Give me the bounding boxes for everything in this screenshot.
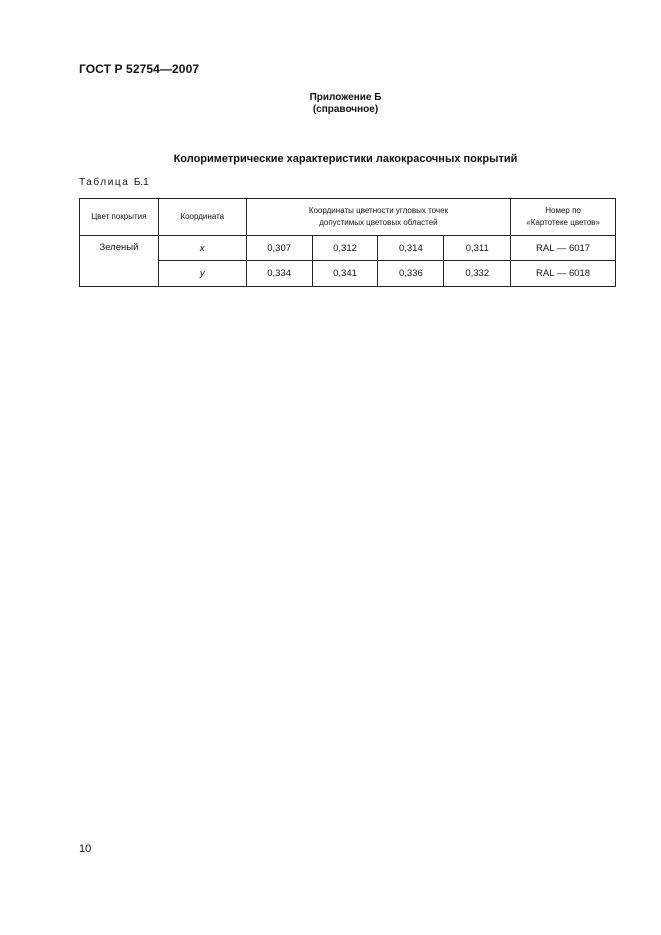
cell-color-name: Зеленый — [80, 236, 159, 287]
appendix-subtitle: (справочное) — [312, 104, 379, 115]
table-row — [80, 261, 616, 287]
cell-ral: RAL — 6018 — [511, 261, 616, 287]
table-label — [79, 177, 149, 188]
cell-value: 0,311 — [444, 236, 511, 261]
cell-value: 0,332 — [444, 261, 511, 287]
colorimetric-table — [79, 198, 616, 287]
header-coordinate: Координата — [158, 199, 246, 236]
header-chromaticity — [246, 199, 510, 236]
cell-ral: RAL — 6017 — [511, 236, 616, 261]
document-code: ГОСТ Р 52754—2007 — [79, 62, 200, 76]
table-header-row — [80, 199, 616, 236]
table-label-word: Таблица — [79, 177, 130, 188]
page-number: 10 — [79, 843, 92, 855]
cell-value: 0,336 — [378, 261, 444, 287]
cell-coordinate: x — [158, 236, 246, 261]
section-title: Колориметрические характеристики лакокрасочных покрытий — [173, 153, 518, 165]
header-chromaticity-line2: допустимых цветовых областей — [319, 218, 438, 227]
appendix-title: Приложение Б — [309, 92, 382, 103]
cell-value: 0,312 — [312, 236, 378, 261]
cell-value: 0,307 — [246, 236, 312, 261]
cell-coordinate: y — [158, 261, 246, 287]
header-card-number-line1: Номер по — [545, 206, 581, 215]
header-card-number-line2: «Картотеке цветов» — [526, 218, 600, 227]
appendix-heading — [0, 92, 661, 116]
cell-value: 0,341 — [312, 261, 378, 287]
cell-value: 0,314 — [378, 236, 444, 261]
cell-value: 0,334 — [246, 261, 312, 287]
table-row — [80, 236, 616, 261]
header-color: Цвет покрытия — [80, 199, 159, 236]
table-label-number: Б.1 — [133, 177, 149, 188]
header-chromaticity-line1: Координаты цветности угловых точек — [308, 206, 449, 215]
header-card-number — [511, 199, 616, 236]
